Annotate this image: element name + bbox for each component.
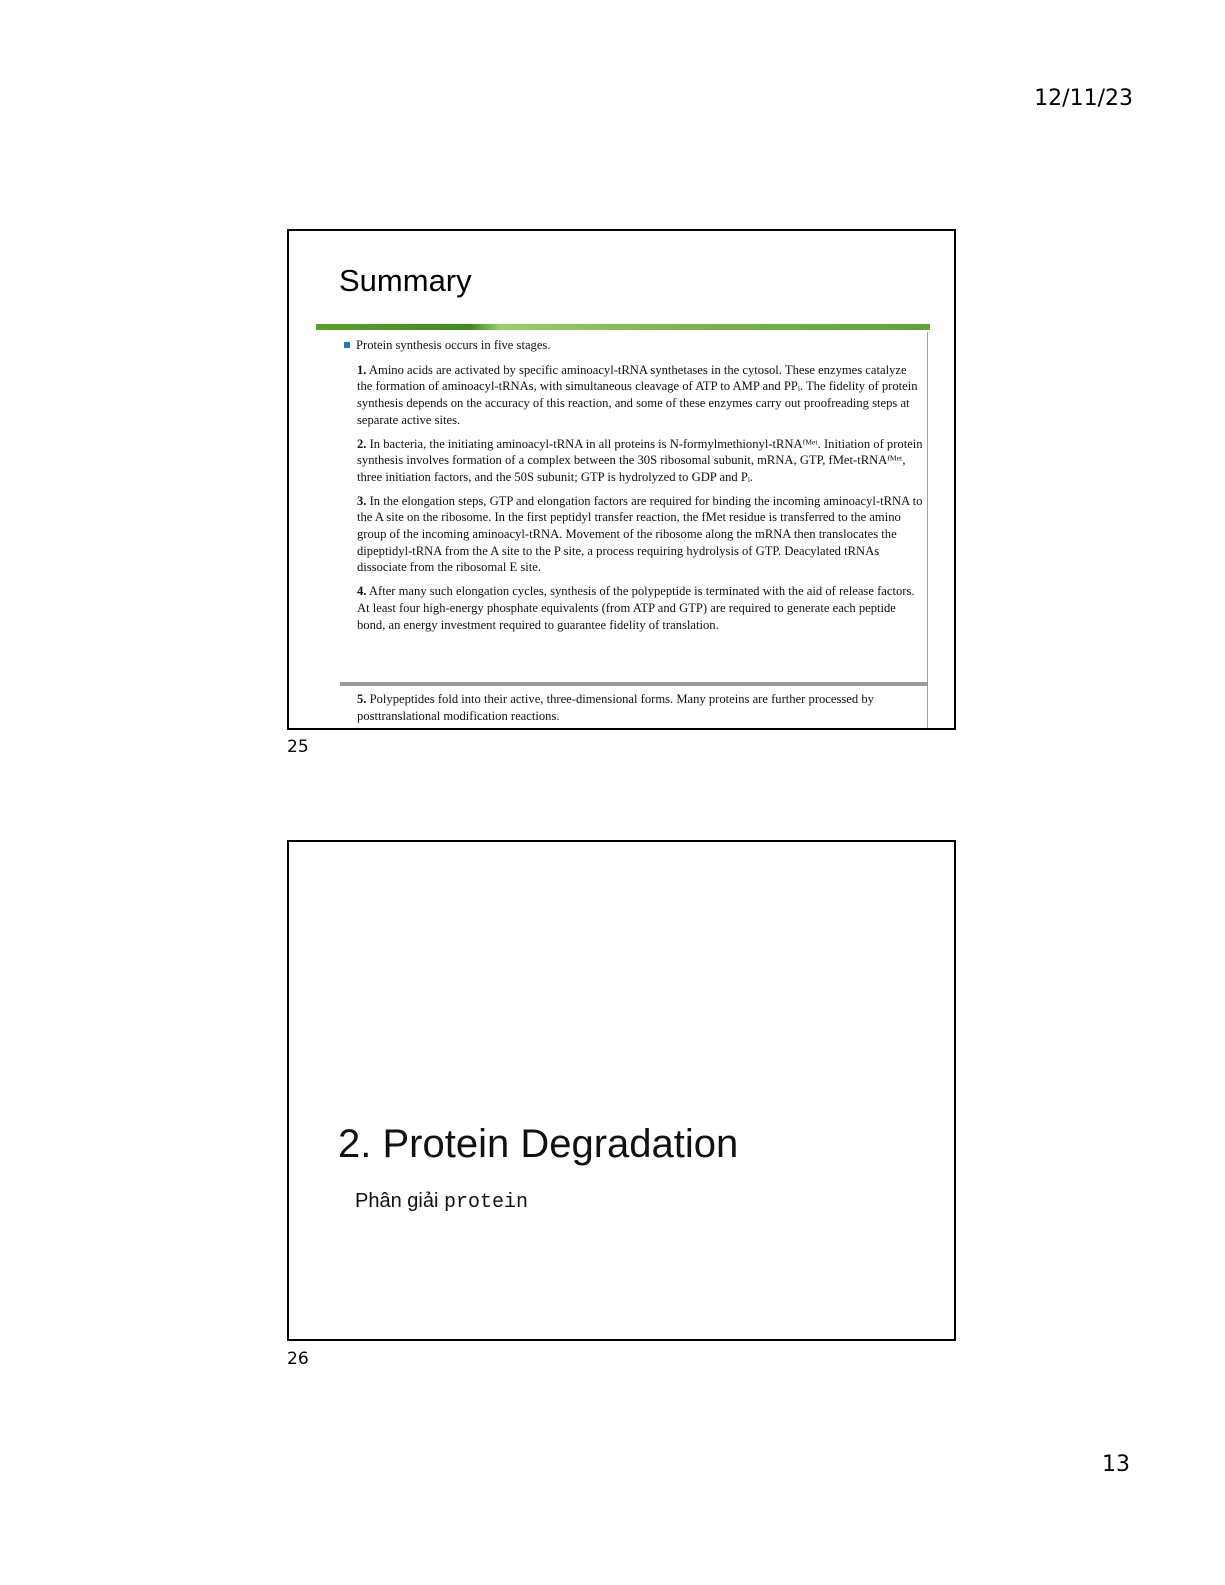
slide-number: 25 xyxy=(287,737,309,757)
stage-2 xyxy=(357,436,924,486)
intro-text: Protein synthesis occurs in five stages. xyxy=(356,338,551,352)
slide-protein-degradation xyxy=(287,840,956,1341)
slide-number: 26 xyxy=(287,1349,309,1369)
stage-label: 3. xyxy=(357,493,367,508)
stage-label: 5. xyxy=(357,692,367,706)
slide-summary xyxy=(287,229,956,730)
slide-title: 2. Protein Degradation xyxy=(338,1122,739,1166)
intro-bullet xyxy=(344,337,924,354)
stage-text: Amino acids are activated by specific aminoacyl-tRNA synthetases in the cytosol. These enzymes catalyze the formation of aminoacyl-tRNAs, with simultaneous cleavage of ATP to AMP and PPᵢ. The fidelity of protein synthesis depends on the accuracy of this reaction, and some of these enzymes carry out proofreading steps at separate active sites. xyxy=(357,362,918,427)
subtitle-suffix: protein xyxy=(443,1191,528,1214)
page-date: 12/11/23 xyxy=(1034,86,1133,111)
bullet-square-icon xyxy=(344,342,350,348)
title-rule xyxy=(316,324,930,330)
stage-text: After many such elongation cycles, synthesis of the polypeptide is terminated with the aid of release factors. At least four high-energy phosphate equivalents (from ATP and GTP) are required to generate each peptide bond, an energy investment required to guarantee fidelity of translation. xyxy=(357,584,915,632)
subtitle-prefix: Phân giải xyxy=(355,1190,444,1212)
stage-label: 1. xyxy=(357,362,367,377)
slide-title: Summary xyxy=(339,263,472,298)
stage-5 xyxy=(357,691,924,724)
stage-text: In the elongation steps, GTP and elongation factors are required for binding the incoming aminoacyl-tRNA to the A site on the ribosome. In the first peptidyl transfer reaction, the fMet residue is transferred to the amino group of the incoming aminoacyl-tRNA. Movement of the ribosome along the mRNA then translocates the dipeptidyl-tRNA from the A site to the P site, a process requiring hydrolysis of GTP. Deacylated tRNAs dissociate from the ribosomal E site. xyxy=(357,493,923,575)
stage-3 xyxy=(357,493,924,577)
stage-4 xyxy=(357,583,924,633)
stage-text: Polypeptides fold into their active, three-dimensional forms. Many proteins are further processed by posttranslational modification reactions. xyxy=(357,692,874,723)
slide-subtitle xyxy=(355,1190,528,1214)
stage-text: In bacteria, the initiating aminoacyl-tRNA in all proteins is N-formylmethionyl-tRNAᶠᴹᵉᵗ. Initiation of protein synthesis involves formation of a complex between the 30S ribosomal subunit, mRNA, GTP, fMet-tRNAᶠᴹᵉᵗ, three initiation factors, and the 50S subunit; GTP is hydrolyzed to GDP and Pᵢ. xyxy=(357,436,923,484)
section-divider xyxy=(340,682,928,686)
summary-body xyxy=(344,337,924,640)
right-border-line xyxy=(927,332,928,728)
stage-1 xyxy=(357,362,924,429)
page-number: 13 xyxy=(1102,1452,1130,1477)
stage-label: 4. xyxy=(357,584,367,599)
stage-label: 2. xyxy=(357,436,367,451)
